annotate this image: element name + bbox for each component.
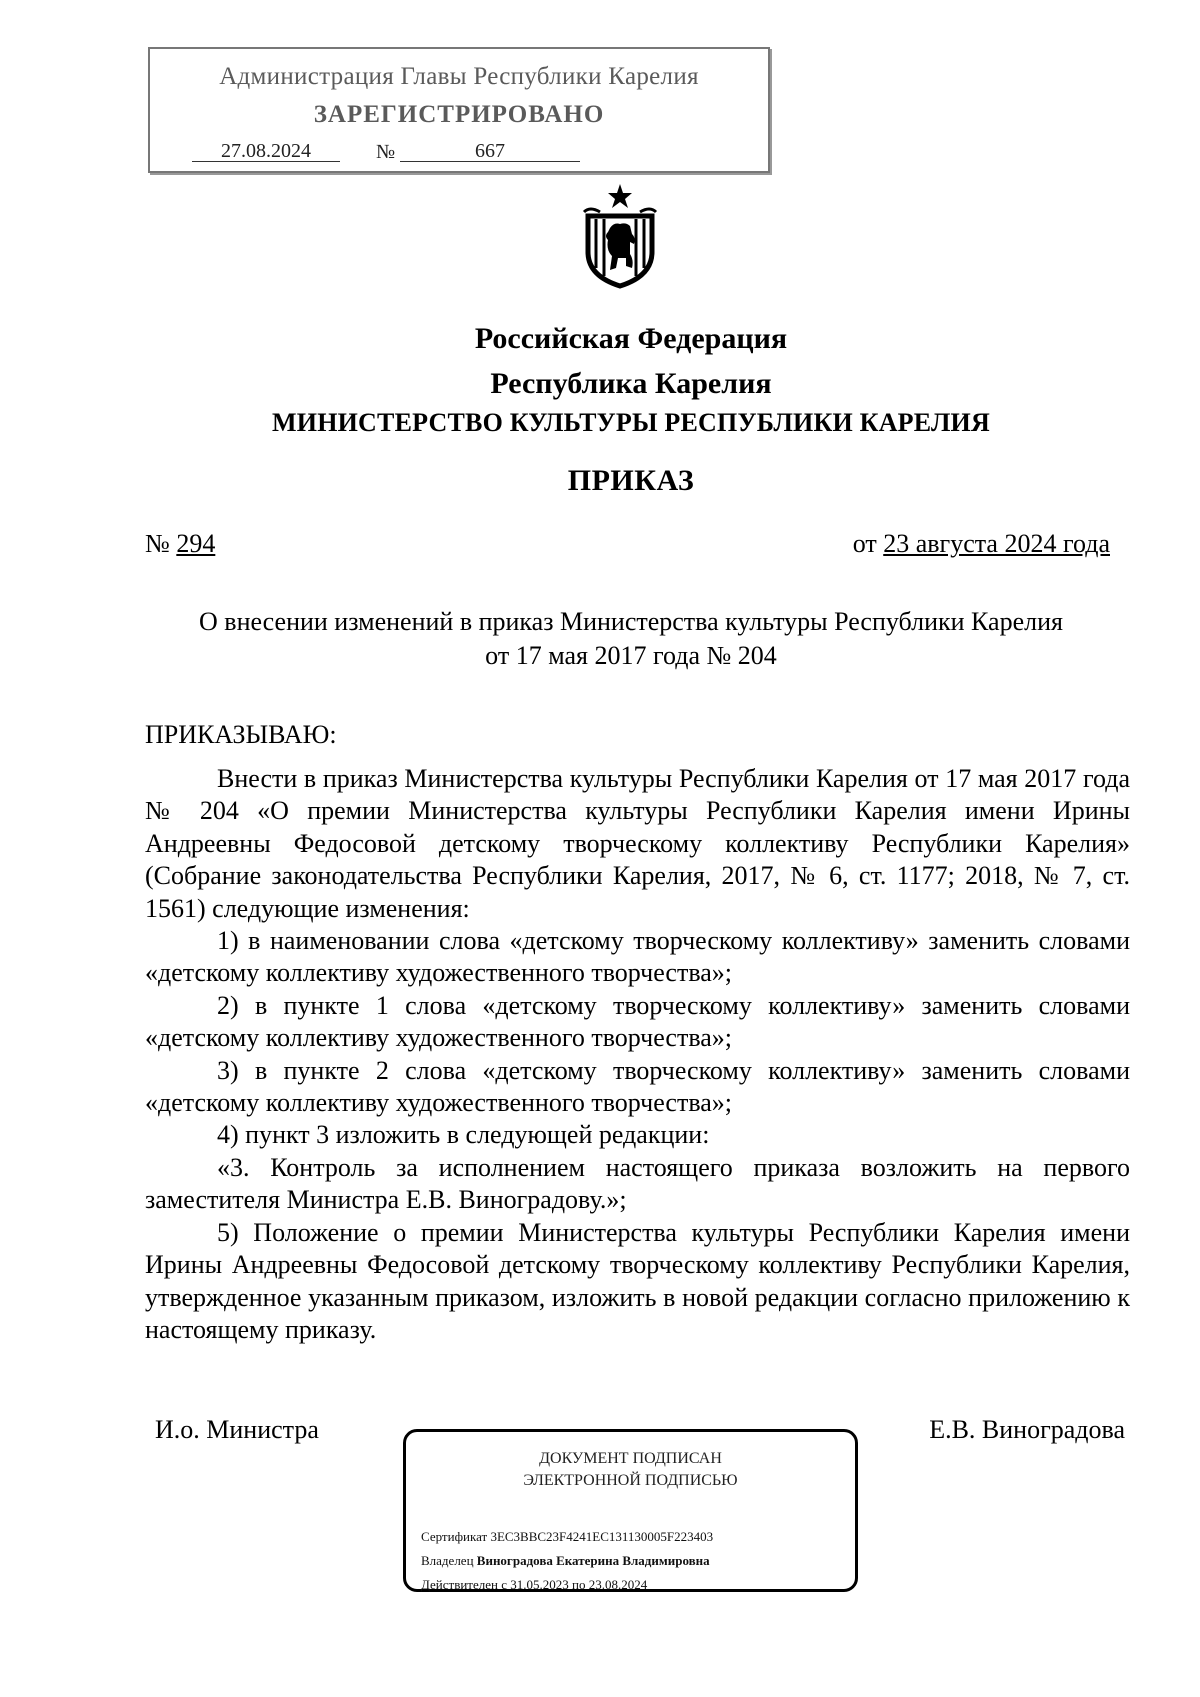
subject-line-2: от 17 мая 2017 года № 204	[485, 641, 777, 670]
body-paragraph: Внести в приказ Министерства культуры Республики Карелия от 17 мая 2017 года № 204 «О премии Министерства культуры Республики Карелия имени Ирины Андреевны Федосовой детскому творческому коллективу Республики Карелия» (Собрание законодательства Республики Карелия, 2017, № 6, ст. 1177; 2018, № 7, ст. 1561) следующие изменения:	[145, 764, 1130, 923]
header-country: Российская Федерация	[474, 322, 788, 355]
body-paragraph: 3) в пункте 2 слова «детскому творческому коллективу» заменить словами «детскому коллективу художественного творчества»;	[145, 1055, 1130, 1118]
order-number: 294	[176, 529, 216, 558]
esig-owner-row	[421, 1553, 710, 1569]
body-paragraph: 1) в наименовании слова «детскому творческому коллективу» заменить словами «детскому коллективу художественного творчества»;	[145, 926, 1130, 988]
signatory-title: И.о. Министра	[155, 1415, 319, 1444]
esig-certificate-row	[421, 1529, 713, 1545]
header-ministry: МИНИСТЕРСТВО КУЛЬТУРЫ РЕСПУБЛИКИ КАРЕЛИЯ	[272, 408, 990, 437]
order-number-label: №	[145, 529, 170, 558]
document-type-title: ПРИКАЗ	[567, 464, 695, 497]
esig-valid-to-label: по	[572, 1577, 586, 1592]
stamp-status-text: ЗАРЕГИСТРИРОВАНО	[313, 101, 605, 128]
body-paragraph: 5) Положение о премии Министерства культуры Республики Карелия имени Ирины Андреевны Федосовой детскому творческому коллективу Республики Карелия, утвержденное указанным приказом, изложить в новой редакции согласно приложению к настоящему приказу.	[145, 1217, 1130, 1344]
esig-cert-label: Сертификат	[421, 1529, 488, 1544]
stamp-date: 27.08.2024	[192, 141, 340, 162]
body-paragraph: 2) в пункте 1 слова «детскому творческому коллективу» заменить словами «детскому коллективу художественного творчества»;	[145, 990, 1130, 1053]
electronic-signature-stamp	[403, 1429, 858, 1592]
stamp-admin-text: Администрация Главы Республики Карелия	[219, 63, 699, 90]
esig-heading	[406, 1448, 855, 1492]
karelia-coat-of-arms-icon	[580, 182, 660, 290]
esig-valid-label: Действителен	[421, 1577, 498, 1592]
stamp-number: 667	[400, 141, 580, 162]
order-number-line	[145, 529, 215, 559]
registration-stamp	[148, 47, 770, 173]
esig-heading-line-1: ДОКУМЕНТ ПОДПИСАН	[539, 1450, 722, 1467]
esig-valid-from-label: с	[501, 1577, 507, 1592]
stamp-number-label: №	[376, 141, 396, 163]
esig-heading-line-2: ЭЛЕКТРОННОЙ ПОДПИСЬЮ	[523, 1472, 738, 1489]
directive-heading: ПРИКАЗЫВАЮ:	[145, 720, 337, 749]
order-date: 23 августа 2024 года	[883, 529, 1110, 558]
esig-validity-row	[421, 1577, 647, 1593]
body-paragraph: «3. Контроль за исполнением настоящего приказа возложить на первого заместителя Министра Е.В. Виноградову.»;	[145, 1152, 1130, 1215]
signatory-name: Е.В. Виноградова	[929, 1415, 1125, 1444]
esig-owner-value: Виноградова Екатерина Владимировна	[476, 1553, 710, 1568]
subject-line-1: О внесении изменений в приказ Министерства культуры Республики Карелия	[199, 607, 1063, 636]
order-subject	[120, 605, 1142, 673]
body-paragraph: 4) пункт 3 изложить в следующей редакции:	[217, 1120, 710, 1150]
esig-cert-value: 3EC3BBC23F4241EC131130005F223403	[490, 1529, 714, 1544]
header-region: Республика Карелия	[490, 367, 772, 400]
esig-owner-label: Владелец	[421, 1553, 474, 1568]
esig-valid-from: 31.05.2023	[510, 1577, 569, 1592]
order-date-line	[853, 529, 1110, 559]
order-date-prefix: от	[852, 529, 877, 558]
order-body	[145, 763, 1130, 1346]
esig-valid-to: 23.08.2024	[588, 1577, 648, 1592]
